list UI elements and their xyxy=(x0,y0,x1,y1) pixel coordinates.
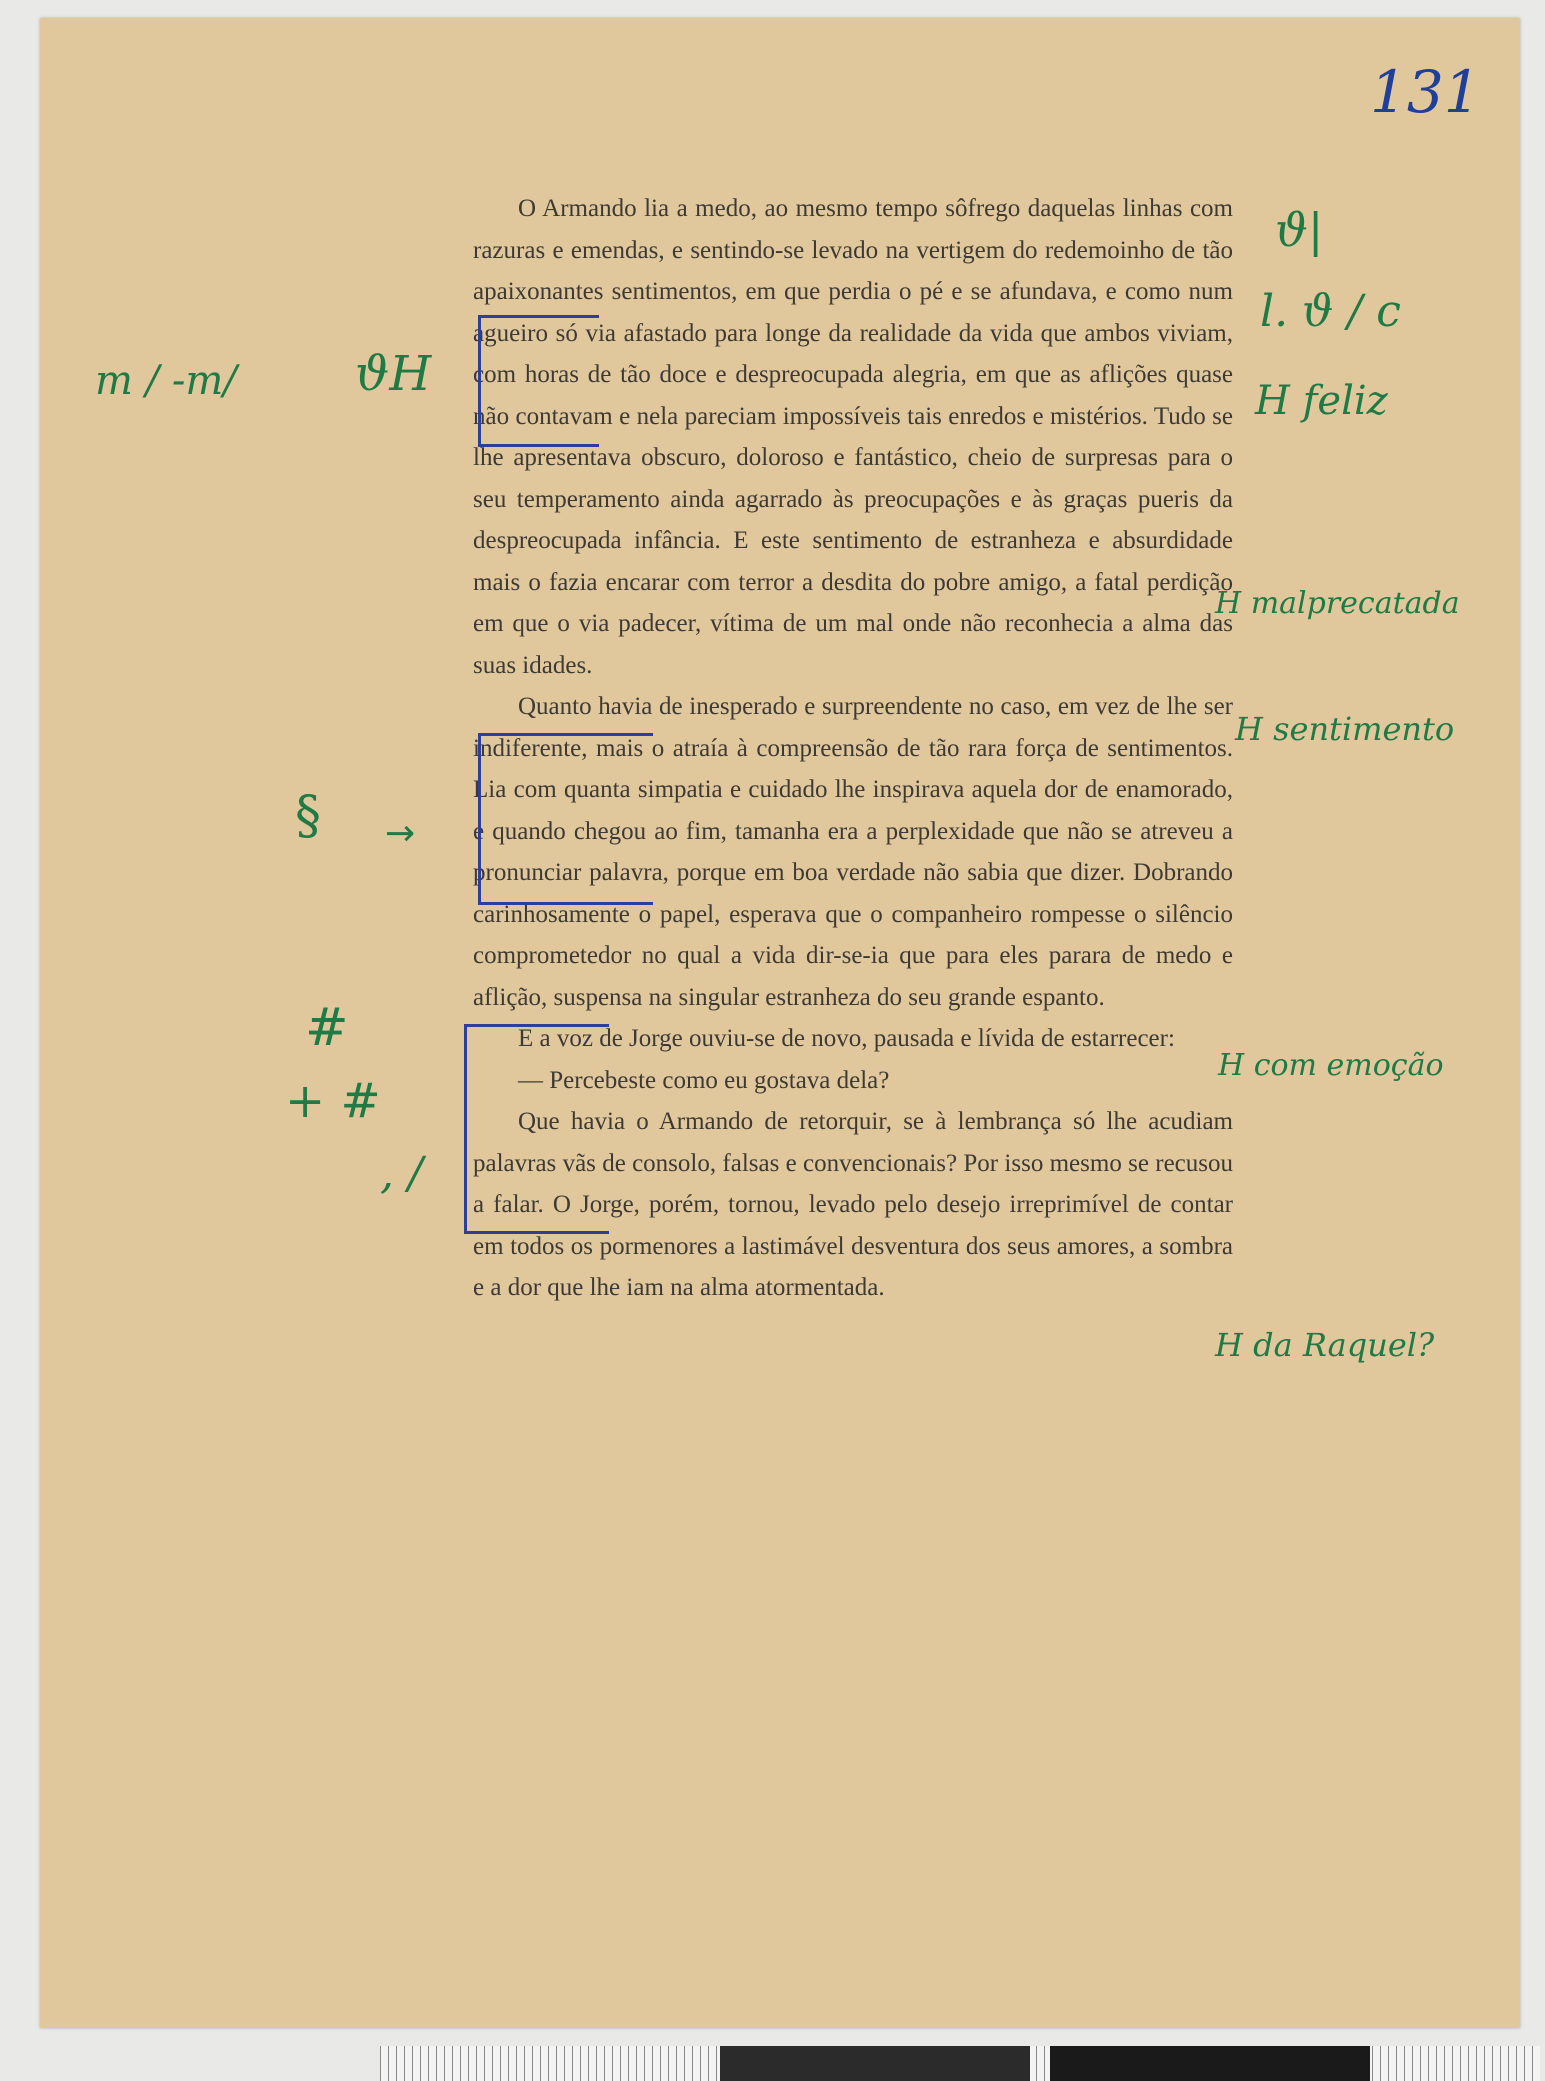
margin-note-right-2: l. ϑ / c xyxy=(1260,286,1401,337)
margin-note-left-3: § xyxy=(295,786,321,846)
scale-ruler xyxy=(380,2046,1540,2081)
blue-bracket-2 xyxy=(478,733,653,905)
margin-note-left-4: # xyxy=(305,998,349,1058)
arrow-icon: → xyxy=(385,813,416,854)
margin-note-right-3: H feliz xyxy=(1255,378,1388,424)
ruler-dark-segment xyxy=(1050,2046,1370,2081)
paragraph-1: O Armando lia a medo, ao mesmo tempo sôfrego daquelas linhas com razuras e emendas, e sentindo-se levado na vertigem do redemoinho de tão apaixonantes sentimentos, em que perdia o pé e se afundava, e como num agueiro só via afastado para longe da realidade da vida que ambos viviam, com horas de tão doce e despreocupada alegria, em que as aflições quase não contavam e nela pareciam impossíveis tais enredos e mistérios. Tudo se lhe apresentava obscuro, doloroso e fantástico, cheio de surpresas para o seu temperamento ainda agarrado às preocupações e às graças pueris da despreocupada infância. E este sentimento de estranheza e absurdidade mais o fazia encarar com terror a desdita do pobre amigo, a fatal perdição em que o via padecer, vítima de um mal onde não reconhecia a alma das suas idades. xyxy=(473,195,1233,679)
margin-note-left-5: + # xyxy=(285,1073,381,1129)
dialogue-line: — Percebeste como eu gostava dela? xyxy=(518,1066,890,1094)
margin-note-right-5: H sentimento xyxy=(1235,710,1455,748)
margin-note-right-6: H com emoção xyxy=(1218,1048,1444,1083)
ruler-dark-segment xyxy=(720,2046,1030,2081)
margin-note-right-4: H malprecatada xyxy=(1215,586,1460,621)
paragraph-3: E a voz de Jorge ouviu-se de novo, pausada e lívida de estarrecer: xyxy=(518,1025,1175,1052)
blue-bracket-1 xyxy=(478,315,599,447)
margin-note-right-1: ϑ| xyxy=(1275,203,1324,257)
margin-note-left-6: , / xyxy=(380,1148,423,1199)
paragraph-4: Que havia o Armando de retorquir, se à lembrança só lhe acudiam palavras vãs de consolo, falsas e convencionais? Por isso mesmo se recusou a falar. O Jorge, porém, tornou, levado pelo desejo irreprimível de contar em todos os pormenores a lastimável desventura dos seus amores, a sombra e a dor que lhe iam na alma atormentada. xyxy=(473,1108,1233,1301)
margin-note-left-1: m / -m/ xyxy=(95,358,237,404)
margin-note-right-7: H da Raquel? xyxy=(1215,1326,1435,1364)
manuscript-page xyxy=(40,18,1520,2028)
blue-bracket-3 xyxy=(464,1024,609,1234)
page-number: 131 xyxy=(1370,58,1481,126)
margin-note-left-2: ϑH xyxy=(355,346,432,402)
paragraph-2: Quanto havia de inesperado e surpreendente no caso, em vez de lhe ser indiferente, mais o atraía à compreensão de tão rara força de sentimentos. Lia com quanta simpatia e cuidado lhe inspirava aquela dor de enamorado, e quando chegou ao fim, tamanha era a perplexidade que não se atreveu a pronunciar palavra, porque em boa verdade não sabia que dizer. Dobrando carinhosamente o papel, esperava que o companheiro rompesse o silêncio comprometedor no qual a vida dir-se-ia que para eles parara de medo e aflição, suspensa na singular estranheza do seu grande espanto. xyxy=(473,693,1233,1011)
